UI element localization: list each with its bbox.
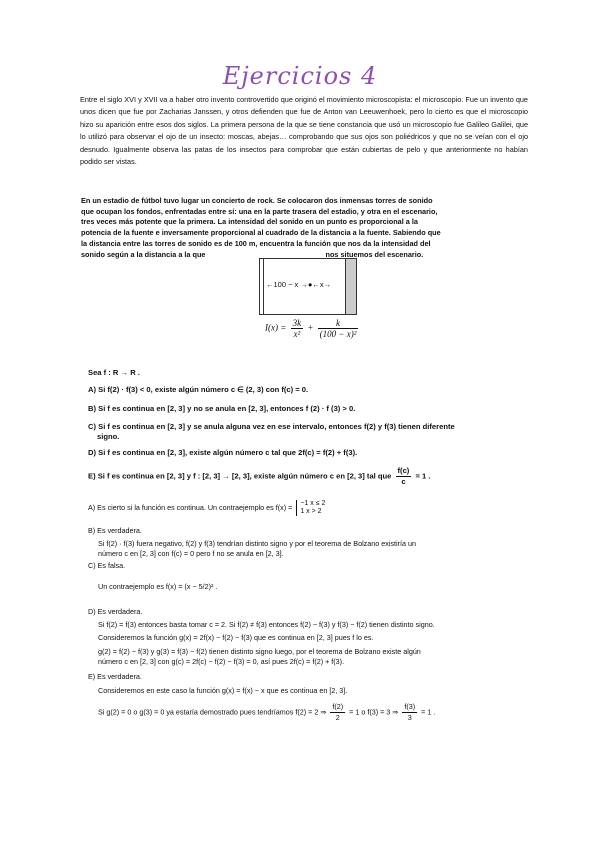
fraction-term-2: $\frac{k}{\text{(100 − x)²}}$ xyxy=(319,318,357,339)
answer-e-head: E) Es verdadera. xyxy=(88,672,142,681)
statement-d: D) Si f es continua en [2, 3], existe algún número c tal que 2f(c) = f(2) + f(3). xyxy=(88,448,358,457)
answer-e-line: Si g(2) = 0 o g(3) = 0 ya estaría demostrado pues tendríamos f(2) = 2 ⇒ $\frac{f(2)}{2}$ = 1 o f(3) = 3 ⇒ $\frac{f(3)}{3}$ = 1 . xyxy=(98,702,436,722)
problem-line: sonido según a la distancia a la que nos situemos del escenario. xyxy=(81,249,424,259)
statement-c: C) Si f es continua en [2, 3] y se anula alguna vez en ese intervalo, entonces f(2) y f(3) tienen diferente xyxy=(88,422,455,431)
answer-d-line: Consideremos la función g(x) = 2f(x) − f(2) − f(3) que es continua en [2, 3] pues f lo es. xyxy=(98,633,374,642)
answer-b-line: Si f(2) · f(3) fuera negativo, f(2) y f(3) tendrían distinto signo y por el teorema de Bolzano existiría un xyxy=(98,539,416,548)
answer-d-line: Si f(2) = f(3) entonces basta tomar c = 2. Si f(2) ≠ f(3) entonces f(2) − f(3) y f(3) − f(2) tienen distinto signo. xyxy=(98,620,435,629)
rear-tower xyxy=(263,259,264,314)
problem-line: la distancia entre las torres de sonido es de 100 m, encuentra la función que nos da la intensidad del xyxy=(81,238,431,248)
answer-d-line: número c en [2, 3] con g(c) = 2f(c) − f(2) − f(3) = 0, así pues 2f(c) = f(2) + f(3). xyxy=(98,657,345,666)
intensity-formula: I(x) = $\frac{3k}{\text{x²}}$ + $\frac{k}{\text{(100 − x)²}}$ xyxy=(265,318,357,339)
fraction-fc-c: $\frac{f(c)}{c}$ xyxy=(397,466,410,486)
fraction-f2-2: $\frac{f(2)}{2}$ xyxy=(332,702,344,722)
answer-d-line: g(2) = f(2) − f(3) y g(3) = f(3) − f(2) tienen distinto signo luego, por el teorema de Bolzano existe algún xyxy=(98,647,421,656)
answer-e-line: Consideremos en este caso la función g(x) = f(x) − x que es continua en [2, 3]. xyxy=(98,686,348,695)
problem-line: En un estadio de fútbol tuvo lugar un concierto de rock. Se colocaron dos inmensas torres de sonido xyxy=(81,196,433,205)
statement-intro: Sea f : R → R . xyxy=(88,368,140,377)
answer-b-head: B) Es verdadera. xyxy=(88,526,142,535)
statement-e: E) Si f es continua en [2, 3] y f : [2, 3] → [2, 3], existe algún número c en [2, 3] tal que $\frac{f(c)}{c}$ = 1 . xyxy=(88,466,431,486)
answer-b-line: número c en [2, 3] con f(c) = 0 pero f no se anula en [2, 3]. xyxy=(98,549,284,558)
stage-tower xyxy=(345,259,356,314)
distance-label: ←100 − x →●←x→ xyxy=(266,280,332,289)
problem-line: potencia de la fuente e inversamente proporcional al cuadrado de la distancia a la fuente. Sabiendo que xyxy=(81,228,441,238)
problem-line: tres veces más potente que la primera. La intensidad del sonido en un punto es proporcional a la xyxy=(81,217,418,227)
intro-paragraph: Entre el siglo XVI y XVII va a haber otro invento controvertido que originó el movimiento microscopista: el microscopio. Fue un invento que unos dicen que fue por Zacharias Janssen, y otros defienden que fue de Anton van Leeuwenhoek, pero lo cierto es que el microscopio hizo su aparición entre esos dos siglos. La primera persona de la que se tiene constancia que usó un microscopio fue Galileo Galilei, que lo utilizó para observar el ojo de un insecto: moscas, abejas… comprobando que sus ojos son poliédricos y que no se veían con el ojo desnudo. Igualmente observa las patas de los insectos para comprobar que están cubiertas de pelo y que anteriormente no habían podido ser vistas. xyxy=(80,95,528,167)
statement-b: B) Si f es continua en [2, 3] y no se anula en [2, 3], entonces f (2) · f (3) > 0. xyxy=(88,404,356,413)
stadium-diagram xyxy=(259,258,357,315)
page-title: Ejercicios 4 xyxy=(222,62,378,90)
problem-line: que ocupan los fondos, enfrentadas entre sí: una en la parte trasera del estadio, y otra en el escenario, xyxy=(81,206,438,216)
statement-c-cont: signo. xyxy=(97,432,120,441)
answer-c-line: Un contraejemplo es f(x) = (x − 5/2)² . xyxy=(98,582,218,591)
statement-a: A) Si f(2) · f(3) < 0, existe algún número c ∈ (2, 3) con f(c) = 0. xyxy=(88,385,309,394)
answer-a: A) Es cierto si la función es continua. Un contraejemplo es f(x) = −1 x ≤ 2 1 x > 2 xyxy=(88,500,326,515)
piecewise-function: −1 x ≤ 2 1 x > 2 xyxy=(296,500,325,516)
answer-c-head: C) Es falsa. xyxy=(88,561,126,570)
answer-d-head: D) Es verdadera. xyxy=(88,607,143,616)
problem-statement xyxy=(81,196,527,260)
fraction-term-1: $\frac{3k}{\text{x²}}$ xyxy=(292,318,302,339)
fraction-f3-3: $\frac{f(3)}{3}$ xyxy=(404,702,416,722)
